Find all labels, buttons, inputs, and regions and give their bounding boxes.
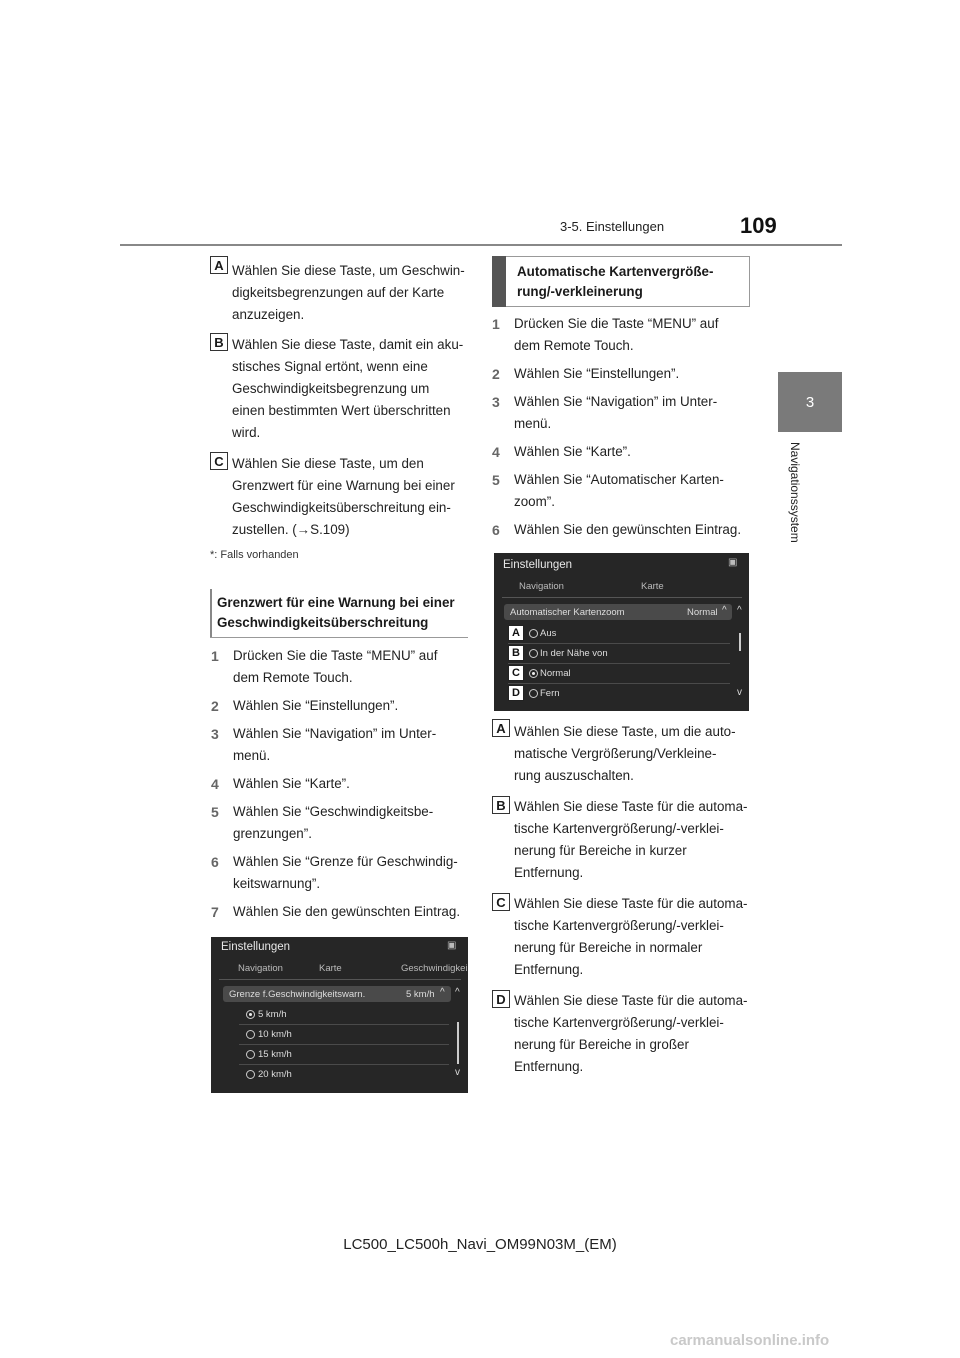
row-divider xyxy=(239,1024,449,1025)
desc-line: Geschwindigkeitsbegrenzung um xyxy=(232,381,430,396)
step-number: 6 xyxy=(492,522,500,538)
desc-line: Entfernung. xyxy=(514,1059,584,1074)
footnote-text: : Falls vorhanden xyxy=(214,549,299,561)
desc-line: Geschwindigkeitsüberschreitung ein- xyxy=(232,500,451,515)
footnote xyxy=(210,549,299,561)
option-label: 10 km/h xyxy=(258,1029,292,1040)
desc-line: einen bestimmten Wert überschritten xyxy=(232,403,451,418)
chevron-up-icon: ^ xyxy=(440,987,445,998)
badge-c: C xyxy=(492,893,510,911)
option-label: 20 km/h xyxy=(258,1069,292,1080)
desc-line: Wählen Sie diese Taste, um Geschwin- xyxy=(232,263,465,278)
step-number: 6 xyxy=(211,854,219,870)
radio-10kmh[interactable] xyxy=(246,1030,255,1039)
heading-accent xyxy=(492,256,506,307)
desc-line: Wählen Sie diese Taste, um die auto- xyxy=(514,724,736,739)
step-line: grenzungen”. xyxy=(233,826,312,841)
step-line: Wählen Sie “Navigation” im Unter- xyxy=(233,726,437,741)
field-value: 5 km/h xyxy=(406,989,435,1000)
screen-badge-c: C xyxy=(508,665,524,681)
desc-d xyxy=(514,990,747,1078)
screen-speed-warning xyxy=(211,937,468,1093)
desc-c xyxy=(514,893,747,981)
scroll-down-icon[interactable]: v xyxy=(737,687,742,698)
option-label: 5 km/h xyxy=(258,1009,287,1020)
screen-badge-b: B xyxy=(508,645,524,661)
desc-line: Wählen Sie diese Taste, damit ein aku- xyxy=(232,337,464,352)
row-divider xyxy=(239,1044,449,1045)
radio-aus[interactable] xyxy=(529,629,538,638)
desc-line: Wählen Sie diese Taste für die automa- xyxy=(514,799,748,814)
tab-karte[interactable]: Karte xyxy=(641,581,664,592)
desc-line: tische Kartenvergrößerung/-verklei- xyxy=(514,821,724,836)
desc-b xyxy=(232,334,463,444)
display-icon: ▣ xyxy=(728,557,738,568)
screen-badge-d: D xyxy=(508,685,524,701)
desc-line: tische Kartenvergrößerung/-verklei- xyxy=(514,918,724,933)
desc-line: nerung für Bereiche in großer xyxy=(514,1037,689,1052)
desc-line: Entfernung. xyxy=(514,962,584,977)
step-line: menü. xyxy=(514,416,552,431)
desc-line: zustellen. (→S.109) xyxy=(232,522,350,537)
step-line: Wählen Sie “Grenze für Geschwindig- xyxy=(233,854,458,869)
step-line: Drücken Sie die Taste “MENU” auf xyxy=(514,316,719,331)
step-line: menü. xyxy=(233,748,271,763)
desc-line: tische Kartenvergrößerung/-verklei- xyxy=(514,1015,724,1030)
step-line: Wählen Sie “Karte”. xyxy=(514,444,631,459)
step-number: 5 xyxy=(492,472,500,488)
scroll-up-icon[interactable]: ^ xyxy=(737,605,742,616)
step-line: Wählen Sie “Karte”. xyxy=(233,776,350,791)
desc-line: Grenzwert für eine Warnung bei einer xyxy=(232,478,455,493)
screen-title: Einstellungen xyxy=(221,941,291,953)
step-line: Drücken Sie die Taste “MENU” auf xyxy=(233,648,438,663)
desc-line: Wählen Sie diese Taste für die automa- xyxy=(514,896,748,911)
radio-normal[interactable] xyxy=(529,669,538,678)
heading-accent xyxy=(210,589,212,637)
step-line: dem Remote Touch. xyxy=(514,338,634,353)
screen-title: Einstellungen xyxy=(503,559,573,571)
screen-auto-zoom xyxy=(494,553,749,711)
step-number: 1 xyxy=(211,648,219,664)
radio-in-der-naehe[interactable] xyxy=(529,649,538,658)
field-label: Automatischer Kartenzoom xyxy=(510,607,625,618)
chevron-up-icon: ^ xyxy=(722,605,727,616)
step-number: 3 xyxy=(492,394,500,410)
desc-line: Wählen Sie diese Taste für die automa- xyxy=(514,993,748,1008)
section-title: 3-5. Einstellungen xyxy=(560,219,665,234)
section-heading-speed-warning xyxy=(217,593,455,633)
desc-line: Entfernung. xyxy=(514,865,584,880)
step-number: 3 xyxy=(211,726,219,742)
desc-line: matische Vergrößerung/Verkleine- xyxy=(514,746,717,761)
tab-navigation[interactable]: Navigation xyxy=(519,581,564,592)
step-number: 2 xyxy=(211,698,219,714)
header-divider xyxy=(120,244,842,246)
desc-a xyxy=(232,260,465,326)
heading-line: Grenzwert für eine Warnung bei einer xyxy=(217,595,455,610)
desc-line: rung auszuschalten. xyxy=(514,768,634,783)
desc-a xyxy=(514,721,736,787)
option-label: Fern xyxy=(540,688,560,699)
tab-navigation[interactable]: Navigation xyxy=(238,963,283,974)
section-heading-auto-zoom xyxy=(517,262,713,302)
radio-15kmh[interactable] xyxy=(246,1050,255,1059)
heading-line: Automatische Kartenvergröße- xyxy=(517,264,714,279)
desc-line: nerung für Bereiche in normaler xyxy=(514,940,703,955)
step-line: Wählen Sie den gewünschten Eintrag. xyxy=(233,904,461,919)
desc-line: Wählen Sie diese Taste, um den xyxy=(232,456,424,471)
desc-b xyxy=(514,796,747,884)
badge-d: D xyxy=(492,990,510,1008)
badge-a: A xyxy=(210,256,228,274)
step-line: dem Remote Touch. xyxy=(233,670,353,685)
scroll-down-icon[interactable]: v xyxy=(455,1067,460,1078)
chapter-label: Navigationssystem xyxy=(788,442,802,543)
step-line: Wählen Sie “Einstellungen”. xyxy=(514,366,680,381)
document-id: LC500_LC500h_Navi_OM99N03M_(EM) xyxy=(343,1236,617,1253)
chapter-number: 3 xyxy=(805,393,815,411)
scrollbar[interactable] xyxy=(739,633,741,651)
radio-fern[interactable] xyxy=(529,689,538,698)
heading-line: rung/-verkleinerung xyxy=(517,284,643,299)
option-label: Aus xyxy=(540,628,557,639)
desc-line: digkeitsbegrenzungen auf der Karte xyxy=(232,285,445,300)
badge-b: B xyxy=(210,333,228,351)
option-label: 15 km/h xyxy=(258,1049,292,1060)
step-number: 4 xyxy=(211,776,219,792)
step-number: 4 xyxy=(492,444,500,460)
option-label: Normal xyxy=(540,668,571,679)
step-number: 2 xyxy=(492,366,500,382)
step-line: Wählen Sie den gewünschten Eintrag. xyxy=(514,522,742,537)
field-label: Grenze f.Geschwindigkeitswarn. xyxy=(229,989,366,1000)
badge-c: C xyxy=(210,452,228,470)
radio-5kmh[interactable] xyxy=(246,1010,255,1019)
row-divider xyxy=(508,663,730,664)
watermark: carmanualsonline.info xyxy=(670,1332,830,1349)
page-number: 109 xyxy=(740,213,777,238)
screen-badge-a: A xyxy=(508,625,524,641)
radio-20kmh[interactable] xyxy=(246,1070,255,1079)
step-line: Wählen Sie “Automatischer Karten- xyxy=(514,472,724,487)
field-value: Normal xyxy=(687,607,718,618)
step-number: 5 xyxy=(211,804,219,820)
heading-line: Geschwindigkeitsüberschreitung xyxy=(217,615,429,630)
chapter-tab xyxy=(778,372,842,432)
badge-a: A xyxy=(492,719,510,737)
desc-c xyxy=(232,453,455,541)
desc-line: nerung für Bereiche in kurzer xyxy=(514,843,687,858)
row-divider xyxy=(508,643,730,644)
desc-line: wird. xyxy=(232,425,261,440)
step-line: Wählen Sie “Einstellungen”. xyxy=(233,698,399,713)
step-line: Wählen Sie “Navigation” im Unter- xyxy=(514,394,718,409)
row-divider xyxy=(239,1064,449,1065)
row-divider xyxy=(508,683,730,684)
step-number: 1 xyxy=(492,316,500,332)
tab-divider xyxy=(502,597,742,598)
step-line: keitswarnung”. xyxy=(233,876,321,891)
desc-line: stisches Signal ertönt, wenn eine xyxy=(232,359,428,374)
badge-b: B xyxy=(492,796,510,814)
option-label: In der Nähe von xyxy=(540,648,608,659)
footnote-mark: * xyxy=(210,549,215,561)
step-number: 7 xyxy=(211,904,219,920)
tab-divider xyxy=(219,979,461,980)
heading-divider xyxy=(210,637,468,638)
tab-geschwindigkeit[interactable]: Geschwindigkei xyxy=(401,963,468,974)
display-icon: ▣ xyxy=(447,940,457,951)
step-line: zoom”. xyxy=(514,494,555,509)
step-line: Wählen Sie “Geschwindigkeitsbe- xyxy=(233,804,434,819)
tab-karte[interactable]: Karte xyxy=(319,963,342,974)
desc-line: anzuzeigen. xyxy=(232,307,305,322)
scrollbar[interactable] xyxy=(457,1022,459,1064)
scroll-up-icon[interactable]: ^ xyxy=(455,987,460,998)
